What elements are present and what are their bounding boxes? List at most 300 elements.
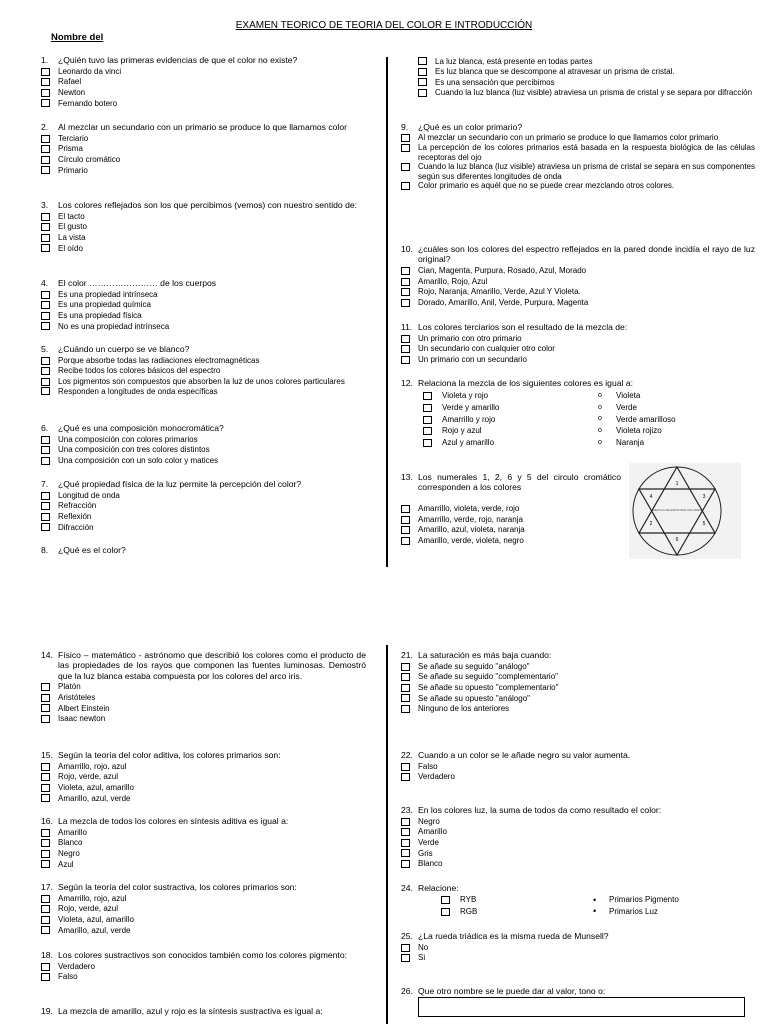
checkbox[interactable] bbox=[401, 944, 410, 952]
option-label: Negro bbox=[418, 816, 440, 826]
answer-option[interactable] bbox=[41, 490, 366, 501]
relation-left-label: Verde y amarillo bbox=[442, 403, 500, 413]
option-label: Falso bbox=[418, 761, 438, 771]
option-label: No bbox=[418, 942, 429, 952]
answer-option[interactable] bbox=[41, 165, 366, 176]
answer-option[interactable] bbox=[401, 942, 755, 953]
answer-option[interactable] bbox=[41, 925, 366, 936]
checkbox[interactable] bbox=[423, 439, 432, 447]
option-label: Un secundario con cualquier otro color bbox=[418, 344, 555, 354]
checkbox[interactable] bbox=[401, 694, 410, 702]
question-number: 2. bbox=[41, 122, 49, 132]
question-text: ¿Qué es el color? bbox=[58, 545, 126, 555]
answer-option[interactable] bbox=[41, 445, 366, 456]
bullet-marker: o bbox=[598, 415, 602, 423]
bullet-marker: • bbox=[593, 894, 597, 905]
question-25 bbox=[401, 931, 755, 964]
checkbox[interactable] bbox=[41, 244, 50, 252]
option-label: Es una propiedad química bbox=[58, 300, 151, 310]
answer-option[interactable] bbox=[41, 961, 366, 972]
relation-right-label: Verde bbox=[616, 403, 637, 413]
option-label: Círculo cromático bbox=[58, 155, 121, 164]
question-number: 3. bbox=[41, 200, 49, 210]
checkbox[interactable] bbox=[41, 213, 50, 221]
option-label: Violeta, azul, amarillo bbox=[58, 783, 134, 792]
checkbox[interactable] bbox=[41, 234, 50, 242]
question-18 bbox=[41, 950, 366, 983]
option-label: Cuando la luz blanca (luz visible) atraviesa un prisma de cristal y se separa por difracción bbox=[435, 87, 753, 97]
checkbox[interactable] bbox=[401, 278, 410, 286]
segment-number: 4 bbox=[649, 494, 653, 500]
checkbox[interactable] bbox=[401, 773, 410, 781]
option-label: Falso bbox=[58, 972, 78, 982]
checkbox[interactable] bbox=[41, 291, 50, 299]
question-number: 7. bbox=[41, 479, 49, 489]
checkbox[interactable] bbox=[418, 57, 427, 65]
answer-option[interactable] bbox=[401, 344, 755, 355]
question-19 bbox=[41, 1006, 366, 1016]
checkbox[interactable] bbox=[401, 954, 410, 962]
answer-option[interactable] bbox=[401, 525, 621, 536]
option-label: Longitud de onda bbox=[58, 490, 120, 500]
answer-option[interactable] bbox=[41, 972, 366, 983]
answer-option[interactable] bbox=[401, 162, 755, 181]
option-label: Leonardo da vinci bbox=[58, 66, 122, 76]
answer-option[interactable] bbox=[41, 682, 366, 693]
option-label: Terciario bbox=[58, 133, 89, 143]
answer-option[interactable] bbox=[41, 714, 366, 725]
answer-option[interactable] bbox=[401, 761, 755, 772]
option-label: El tacto bbox=[58, 211, 85, 221]
option-label: Ninguno de los anteriores bbox=[418, 704, 510, 714]
answer-option[interactable] bbox=[41, 355, 366, 366]
relation-row bbox=[423, 414, 755, 426]
checkbox[interactable] bbox=[401, 505, 410, 513]
answer-option[interactable] bbox=[401, 693, 755, 704]
bullet-marker: • bbox=[593, 906, 597, 917]
question-7 bbox=[41, 479, 366, 533]
question-15 bbox=[41, 750, 366, 804]
star-of-david-icon bbox=[629, 463, 741, 559]
question-text: Los colores sustractivos son conocidos también como los colores pigmento: bbox=[58, 950, 347, 960]
question-3 bbox=[41, 200, 366, 254]
segment-number: 5 bbox=[702, 521, 706, 527]
bullet-marker: o bbox=[598, 391, 602, 399]
checkbox[interactable] bbox=[41, 916, 50, 924]
checkbox[interactable] bbox=[401, 537, 410, 545]
answer-option[interactable] bbox=[401, 287, 755, 298]
checkbox[interactable] bbox=[41, 145, 50, 153]
checkbox[interactable] bbox=[41, 367, 50, 375]
answer-option[interactable] bbox=[401, 672, 755, 683]
checkbox[interactable] bbox=[401, 335, 410, 343]
question-2 bbox=[41, 122, 366, 176]
option-label: Se añade su opuesto "análogo" bbox=[418, 693, 530, 703]
checkbox[interactable] bbox=[41, 78, 50, 86]
answer-option[interactable] bbox=[41, 311, 366, 322]
relation-row bbox=[423, 390, 755, 402]
answer-option[interactable] bbox=[41, 98, 366, 109]
checkbox[interactable] bbox=[401, 345, 410, 353]
option-label: Difracción bbox=[58, 522, 94, 532]
question-5 bbox=[41, 344, 366, 397]
checkbox[interactable] bbox=[41, 963, 50, 971]
question-number: 13. bbox=[401, 472, 413, 482]
relation-row bbox=[441, 894, 755, 906]
checkbox[interactable] bbox=[41, 773, 50, 781]
question-number: 23. bbox=[401, 805, 413, 815]
answer-option[interactable] bbox=[401, 859, 755, 870]
question-text: Relacione: bbox=[418, 883, 459, 893]
question-number: 14. bbox=[41, 650, 53, 660]
diagram-center-label: MEZCLA DE ESOS DOS COLORES bbox=[652, 508, 702, 512]
checkbox[interactable] bbox=[41, 68, 50, 76]
checkbox[interactable] bbox=[41, 763, 50, 771]
checkbox[interactable] bbox=[41, 784, 50, 792]
answer-option[interactable] bbox=[41, 783, 366, 794]
question-14 bbox=[41, 650, 366, 724]
question-number: 24. bbox=[401, 883, 413, 893]
checkbox[interactable] bbox=[401, 356, 410, 364]
checkbox[interactable] bbox=[41, 378, 50, 386]
question-number: 15. bbox=[41, 750, 53, 760]
checkbox[interactable] bbox=[41, 322, 50, 330]
answer-option[interactable] bbox=[401, 772, 755, 783]
answer-option[interactable] bbox=[41, 859, 366, 870]
question-text: ¿cuáles son los colores del espectro reflejados en la pared donde incidía el rayo de luz original? bbox=[418, 244, 755, 265]
checkbox[interactable] bbox=[441, 908, 450, 916]
checkbox[interactable] bbox=[423, 427, 432, 435]
option-label: Rojo, Naranja, Amarillo, Verde, Azul Y Violeta. bbox=[418, 287, 581, 297]
option-label: Cuando la luz blanca (luz visible) atraviesa un prisma de cristal se separa en sus componentes según sus diferentes longitudes de onda bbox=[418, 162, 755, 181]
relation-left-label: Azul y amarillo bbox=[442, 438, 495, 448]
option-label: Amarillo, verde, violeta, negro bbox=[418, 535, 524, 545]
option-label: Rafael bbox=[58, 77, 82, 87]
checkbox[interactable] bbox=[41, 715, 50, 723]
answer-option[interactable] bbox=[418, 88, 755, 98]
question-16 bbox=[41, 816, 366, 870]
relation-row bbox=[423, 402, 755, 414]
answer-option[interactable] bbox=[418, 56, 755, 67]
checkbox[interactable] bbox=[401, 134, 410, 142]
question-text: ¿La rueda triádica es la misma rueda de Munsell? bbox=[418, 931, 609, 941]
option-label: Amarillo, Rojo, Azul bbox=[418, 276, 488, 286]
question-number: 4. bbox=[41, 278, 49, 288]
checkbox[interactable] bbox=[401, 163, 410, 171]
checkbox[interactable] bbox=[401, 182, 410, 190]
checkbox[interactable] bbox=[41, 704, 50, 712]
answer-option[interactable] bbox=[401, 276, 755, 287]
checkbox[interactable] bbox=[41, 492, 50, 500]
answer-option[interactable] bbox=[41, 289, 366, 300]
question-text: En los colores luz, la suma de todos da como resultado el color: bbox=[418, 805, 662, 815]
answer-option[interactable] bbox=[41, 300, 366, 311]
question-8 bbox=[41, 545, 366, 555]
relation-row bbox=[441, 906, 755, 918]
checkbox[interactable] bbox=[401, 818, 410, 826]
answer-option[interactable] bbox=[401, 661, 755, 672]
question-text: La mezcla de todos los colores en síntesis aditiva es igual a: bbox=[58, 816, 289, 826]
checkbox[interactable] bbox=[423, 392, 432, 400]
answer-option[interactable] bbox=[401, 133, 755, 143]
question-4 bbox=[41, 278, 366, 332]
answer-option[interactable] bbox=[41, 211, 366, 222]
answer-option[interactable] bbox=[41, 321, 366, 332]
option-label: Blanco bbox=[58, 838, 83, 848]
answer-option[interactable] bbox=[41, 761, 366, 772]
question-text: Al mezclar un secundario con un primario se produce lo que llamamos color bbox=[58, 122, 347, 132]
checkbox[interactable] bbox=[41, 166, 50, 174]
checkbox[interactable] bbox=[423, 404, 432, 412]
checkbox[interactable] bbox=[41, 829, 50, 837]
answer-option[interactable] bbox=[41, 386, 366, 397]
segment-number: 1 bbox=[675, 481, 679, 487]
exam-title: EXAMEN TEORICO DE TEORIA DEL COLOR E INTRODUCCIÓN bbox=[235, 20, 533, 31]
answer-option[interactable] bbox=[41, 512, 366, 523]
option-label: Rojo, verde, azul bbox=[58, 904, 119, 914]
option-label: Recibe todos los colores básicos del espectro bbox=[58, 366, 221, 376]
question-number: 19. bbox=[41, 1006, 53, 1016]
checkbox[interactable] bbox=[401, 516, 410, 524]
answer-option[interactable] bbox=[41, 434, 366, 445]
checkbox[interactable] bbox=[41, 387, 50, 395]
segment-number: 2 bbox=[649, 521, 653, 527]
checkbox[interactable] bbox=[401, 860, 410, 868]
answer-option[interactable] bbox=[41, 366, 366, 377]
question-text: Los colores reflejados son los que percibimos (vemos) con nuestro sentido de: bbox=[58, 200, 358, 210]
answer-option[interactable] bbox=[401, 266, 755, 277]
checkbox[interactable] bbox=[401, 839, 410, 847]
option-label: Al mezclar un secundario con un primario se produce lo que llamamos color primario bbox=[418, 133, 719, 143]
checkbox[interactable] bbox=[41, 89, 50, 97]
question-26 bbox=[401, 986, 755, 996]
color-star-diagram bbox=[629, 463, 741, 559]
answer-option[interactable] bbox=[41, 904, 366, 915]
option-label: Amarillo, azul, verde bbox=[58, 925, 131, 935]
option-label: Una composición con colores primarios bbox=[58, 434, 198, 444]
answer-input-box[interactable] bbox=[418, 997, 745, 1017]
checkbox[interactable] bbox=[41, 523, 50, 531]
checkbox[interactable] bbox=[401, 673, 410, 681]
option-label: Responden a longitudes de onda específicas bbox=[58, 386, 218, 396]
checkbox[interactable] bbox=[41, 301, 50, 309]
option-label: No es una propiedad intrínseca bbox=[58, 321, 170, 331]
checkbox[interactable] bbox=[401, 849, 410, 857]
answer-option[interactable] bbox=[41, 243, 366, 254]
checkbox[interactable] bbox=[41, 446, 50, 454]
answer-option[interactable] bbox=[41, 703, 366, 714]
checkbox[interactable] bbox=[41, 926, 50, 934]
question-number: 11. bbox=[401, 322, 413, 332]
answer-option[interactable] bbox=[41, 133, 366, 144]
option-label: Amarrillo, violeta, verde, rojo bbox=[418, 504, 520, 514]
answer-option[interactable] bbox=[41, 155, 366, 166]
answer-option[interactable] bbox=[41, 693, 366, 704]
checkbox[interactable] bbox=[41, 895, 50, 903]
answer-option[interactable] bbox=[418, 77, 755, 88]
checkbox[interactable] bbox=[401, 705, 410, 713]
checkbox[interactable] bbox=[401, 299, 410, 307]
answer-option[interactable] bbox=[41, 915, 366, 926]
checkbox[interactable] bbox=[41, 457, 50, 465]
option-label: Se añade su seguido "análogo" bbox=[418, 661, 530, 671]
option-label: Verde bbox=[418, 838, 439, 847]
question-9 bbox=[401, 122, 755, 191]
relation-left-label: Amarrillo y rojo bbox=[442, 414, 496, 424]
checkbox[interactable] bbox=[401, 684, 410, 692]
answer-option[interactable] bbox=[401, 683, 755, 694]
option-label: Es una propiedad intrínseca bbox=[58, 289, 158, 299]
option-label: Se añade su seguido "complementario" bbox=[418, 672, 558, 682]
checkbox[interactable] bbox=[418, 89, 427, 97]
option-label: Azul bbox=[58, 859, 74, 869]
question-text: ¿Qué es una composición monocromática? bbox=[58, 423, 224, 433]
answer-option[interactable] bbox=[41, 222, 366, 233]
checkbox[interactable] bbox=[41, 850, 50, 858]
question-number: 9. bbox=[401, 122, 409, 132]
answer-option[interactable] bbox=[401, 355, 755, 366]
answer-option[interactable] bbox=[401, 848, 755, 859]
checkbox[interactable] bbox=[41, 694, 50, 702]
answer-option[interactable] bbox=[41, 77, 366, 88]
answer-option[interactable] bbox=[401, 535, 621, 546]
option-label: Los pigmentos son compuestos que absorben la luz de unos colores particulares bbox=[58, 376, 345, 386]
option-label: Se añade su opuesto "complementario" bbox=[418, 683, 559, 692]
relation-left-label: RGB bbox=[460, 907, 478, 917]
answer-option[interactable] bbox=[401, 953, 755, 964]
checkbox[interactable] bbox=[41, 839, 50, 847]
checkbox[interactable] bbox=[401, 663, 410, 671]
checkbox[interactable] bbox=[41, 905, 50, 913]
checkbox[interactable] bbox=[401, 828, 410, 836]
answer-option[interactable] bbox=[418, 67, 755, 78]
answer-option[interactable] bbox=[41, 893, 366, 904]
answer-option[interactable] bbox=[401, 504, 621, 515]
segment-number: 3 bbox=[702, 494, 706, 500]
option-label: Amarrillo, rojo, azul bbox=[58, 761, 127, 771]
checkbox[interactable] bbox=[41, 357, 50, 365]
checkbox[interactable] bbox=[441, 896, 450, 904]
answer-option[interactable] bbox=[41, 522, 366, 533]
answer-option[interactable] bbox=[41, 827, 366, 838]
relation-left-label: Violeta y rojo bbox=[442, 391, 489, 401]
option-label: Amarillo, azul, violeta, naranja bbox=[418, 525, 525, 535]
answer-option[interactable] bbox=[41, 66, 366, 77]
answer-option[interactable] bbox=[41, 849, 366, 860]
option-label: Aristóteles bbox=[58, 693, 96, 703]
checkbox[interactable] bbox=[41, 683, 50, 691]
question-number: 22. bbox=[401, 750, 413, 760]
name-label: Nombre del bbox=[51, 32, 104, 43]
answer-option[interactable] bbox=[41, 456, 366, 467]
answer-option[interactable] bbox=[401, 704, 755, 715]
option-label: Prisma bbox=[58, 144, 83, 154]
checkbox[interactable] bbox=[41, 156, 50, 164]
relation-left-label: RYB bbox=[460, 895, 477, 905]
checkbox[interactable] bbox=[418, 68, 427, 76]
option-label: Blanco bbox=[418, 859, 443, 869]
answer-option[interactable] bbox=[401, 816, 755, 827]
option-label: Violeta, azul, amarillo bbox=[58, 915, 134, 924]
question-23 bbox=[401, 805, 755, 869]
checkbox[interactable] bbox=[401, 144, 410, 152]
option-label: Es una propiedad física bbox=[58, 311, 142, 320]
relation-right-label: Violeta bbox=[616, 391, 641, 401]
question-text: Cuando a un color se le añade negro su valor aumenta. bbox=[418, 750, 631, 760]
answer-option[interactable] bbox=[41, 793, 366, 804]
checkbox[interactable] bbox=[401, 526, 410, 534]
question-number: 18. bbox=[41, 950, 53, 960]
answer-option[interactable] bbox=[401, 333, 755, 344]
checkbox[interactable] bbox=[401, 288, 410, 296]
answer-option[interactable] bbox=[41, 838, 366, 849]
answer-option[interactable] bbox=[401, 297, 755, 308]
option-label: Rojo, verde, azul bbox=[58, 772, 119, 782]
question-text: ¿Qué propiedad física de la luz permite la percepción del color? bbox=[58, 479, 302, 489]
checkbox[interactable] bbox=[41, 502, 50, 510]
question-8-options bbox=[418, 55, 755, 97]
answer-option[interactable] bbox=[41, 772, 366, 783]
checkbox[interactable] bbox=[41, 312, 50, 320]
checkbox[interactable] bbox=[423, 416, 432, 424]
option-label: Albert Einstein bbox=[58, 703, 110, 713]
checkbox[interactable] bbox=[41, 436, 50, 444]
answer-option[interactable] bbox=[41, 88, 366, 99]
option-label: Verdadero bbox=[418, 772, 455, 782]
question-text: ¿Quién tuvo las primeras evidencias de que el color no existe? bbox=[58, 55, 298, 65]
answer-option[interactable] bbox=[401, 838, 755, 849]
checkbox[interactable] bbox=[41, 860, 50, 868]
question-number: 10. bbox=[401, 244, 413, 254]
answer-option[interactable] bbox=[401, 143, 755, 162]
answer-option[interactable] bbox=[401, 827, 755, 838]
option-label: Dorado, Amarillo, Anil, Verde, Purpura, Magenta bbox=[418, 297, 589, 307]
question-6 bbox=[41, 423, 366, 466]
option-label: Amarrillo, rojo, azul bbox=[58, 893, 127, 903]
question-12 bbox=[401, 378, 755, 449]
option-label: Un primario con otro primario bbox=[418, 333, 522, 343]
checkbox[interactable] bbox=[41, 794, 50, 802]
question-text: Relaciona la mezcla de los siguientes colores es igual a: bbox=[418, 378, 633, 388]
question-number: 12. bbox=[401, 378, 413, 388]
question-13 bbox=[401, 472, 621, 546]
option-label: La vista bbox=[58, 233, 86, 242]
checkbox[interactable] bbox=[41, 135, 50, 143]
answer-option[interactable] bbox=[41, 377, 366, 387]
question-text: Que otro nombre se le puede dar al valor, tono o: bbox=[418, 986, 606, 996]
checkbox[interactable] bbox=[401, 267, 410, 275]
answer-option[interactable] bbox=[401, 181, 755, 191]
question-24 bbox=[401, 883, 755, 918]
answer-option[interactable] bbox=[41, 501, 366, 512]
checkbox[interactable] bbox=[41, 223, 50, 231]
answer-option[interactable] bbox=[401, 514, 621, 525]
checkbox[interactable] bbox=[401, 763, 410, 771]
option-label: Amarillo, azul, verde bbox=[58, 793, 131, 803]
question-number: 17. bbox=[41, 882, 53, 892]
question-11 bbox=[401, 322, 755, 365]
option-label: Un primario con un secundario bbox=[418, 355, 527, 364]
option-label: Newton bbox=[58, 88, 86, 97]
checkbox[interactable] bbox=[41, 99, 50, 107]
option-label: Refracción bbox=[58, 501, 97, 511]
checkbox[interactable] bbox=[41, 973, 50, 981]
option-label: Negro bbox=[58, 849, 80, 858]
answer-option[interactable] bbox=[41, 144, 366, 155]
checkbox[interactable] bbox=[418, 78, 427, 86]
checkbox[interactable] bbox=[41, 513, 50, 521]
answer-option[interactable] bbox=[41, 233, 366, 244]
